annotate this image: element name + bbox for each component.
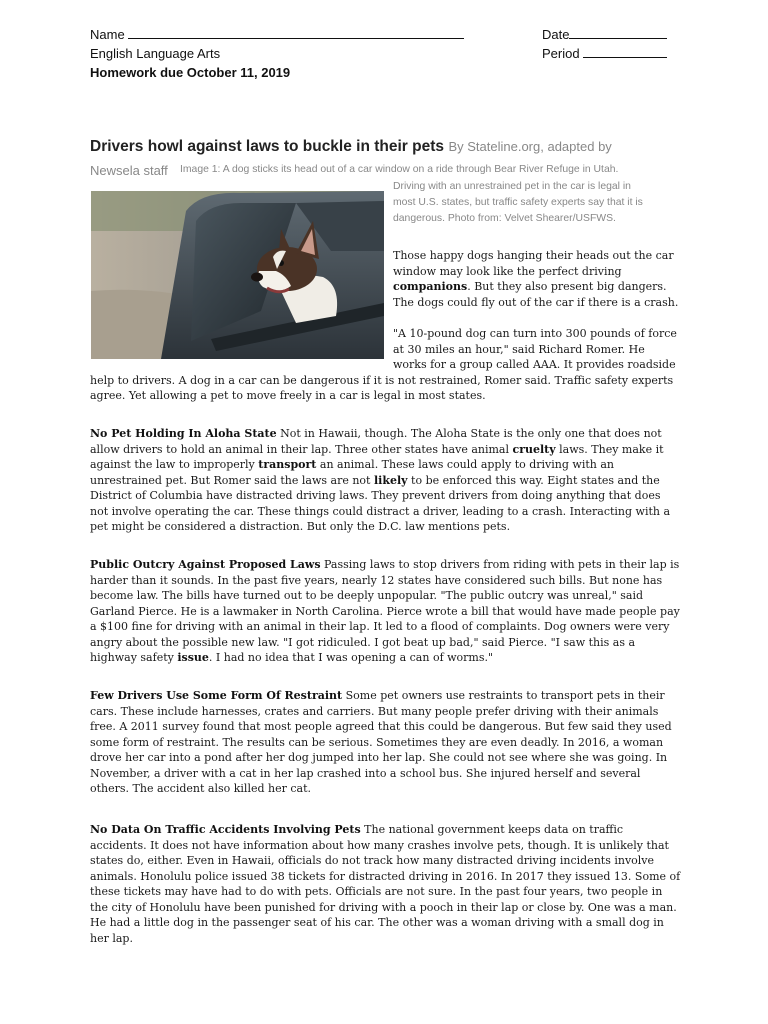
- name-blank: [128, 27, 464, 39]
- vocab-likely: likely: [373, 473, 408, 487]
- section-restraint: Few Drivers Use Some Form Of Restraint Some pet owners use restraints to transport pets in their cars. These include harnesses, crates and carriers. But many people prefer driving with their animals free. A 2011 survey found that most people agreed that this could be dangerous. But few said they used some form of restraint. The results can be serious. Sometimes they are even deadly. In 2016, a woman drove her car into a pond after her dog jumped into her lap. She could not see where she was going. In November, a driver with a cat in her lap crashed into a school bus. She injured herself and several others. The accident also killed her cat.: [90, 689, 672, 795]
- date-blank: [569, 27, 667, 39]
- intro-line-2: window may look like the perfect driving: [393, 264, 622, 278]
- subject-label: English Language Arts: [90, 46, 221, 61]
- paragraph-quote-bottom: [90, 373, 682, 404]
- section-aloha-state: No Pet Holding In Aloha State Not in Hawaii, though. The Aloha State is the only one that does not allow drivers to hold an animal in their lap. Three other states have animal cruelty laws. They make it against the law to improperly transport an animal. These laws could apply to driving with an unrestrained pet. But Romer said the laws are not likely to be enforced this way. Eight states and the District of Columbia have distracted driving laws. They prevent drivers from doing anything that does not involve operating the car. These things could distract a driver, leading to a crash. Interacting with a pet might be considered a distraction. But only the D.C. law mentions pets.: [90, 427, 671, 533]
- period-blank: [583, 46, 667, 58]
- quote-line-1: "A 10-pound dog can turn into 300 pounds of force: [393, 327, 677, 340]
- intro-line-4: The dogs could fly out of the car if there is a crash.: [393, 295, 679, 309]
- section-heading-data: No Data On Traffic Accidents Involving Pets: [90, 823, 361, 836]
- homework-due: Homework due October 11, 2019: [90, 65, 291, 80]
- period-label: Period: [542, 46, 580, 61]
- byline-part-1: By Stateline.org, adapted by: [448, 139, 612, 154]
- paragraph-intro: [393, 248, 683, 310]
- dog-in-car-photo: [91, 191, 384, 359]
- name-field: [90, 27, 464, 42]
- vocab-transport: transport: [258, 458, 317, 471]
- byline-part-2: Newsela staff: [90, 163, 168, 178]
- vocab-issue: issue: [177, 651, 209, 664]
- quote-line-2: at 30 miles an hour," said Richard Romer. He: [393, 342, 645, 356]
- quote-line-5: agree. Yet allowing a pet to move freely in a car is legal in most states.: [90, 389, 486, 402]
- section-heading-aloha: No Pet Holding In Aloha State: [90, 427, 277, 440]
- section-heading-outcry: Public Outcry Against Proposed Laws: [90, 558, 321, 571]
- intro-line-1: Those happy dogs hanging their heads out the car: [393, 249, 674, 262]
- section-public-outcry: Public Outcry Against Proposed Laws Passing laws to stop drivers from riding with pets in their lap is harder than it sounds. In the past five years, nearly 12 states have considered such bills. But none has become law. The bills have turned out to be deeply unpopular. "The public outcry was unreal," said Garland Pierce. He is a lawmaker in North Carolina. Pierce wrote a bill that would have made people pay a $100 fine for driving with an animal in their lap. It led to a flood of complaints. Dog owners were very angry about the possible new law. "I got ridiculed. I got beat up bad," said Pierce. "I saw this as a highway safety issue. I had no idea that I was opening a can of worms.": [90, 558, 680, 664]
- dog-photo-illustration: [91, 191, 384, 359]
- article-title-line: [90, 138, 690, 156]
- caption-line-3: most U.S. states, but traffic safety experts say that it is: [393, 197, 643, 208]
- section-traffic-data: No Data On Traffic Accidents Involving Pets The national government keeps data on traffic accidents. It does not have information about how many crashes involve pets, though. It is unlikely that states do, either. Even in Hawaii, officials do not track how many distracted driving incidents involve animals. Honolulu police issued 38 tickets for distracted driving in 2016. In 2017 they issued 13. Some of these tickets may have had to do with pets. Officials are not sure. In the past four years, two people in the city of Honolulu have been punished for driving with a pooch in their lap or close by. One was a man. He had a little dog in the passenger seat of his car. The other was a woman driving with a small dog in her lap.: [90, 823, 681, 945]
- quote-line-4: help to drivers. A dog in a car can be dangerous if it is not restrained, Romer said. Traffic safety experts: [90, 373, 674, 387]
- paragraph-quote-top: [393, 326, 683, 373]
- article-title: Drivers howl against laws to buckle in their pets: [90, 138, 445, 155]
- period-field: [542, 46, 667, 61]
- name-label: Name: [90, 27, 125, 42]
- date-field: [542, 27, 667, 42]
- caption-line-1: Image 1: A dog sticks its head out of a car window on a ride through Bear River Refuge in Utah.: [180, 164, 619, 175]
- section-heading-restraint: Few Drivers Use Some Form Of Restraint: [90, 689, 343, 702]
- vocab-companions: companions: [393, 280, 468, 293]
- date-label: Date: [542, 27, 570, 42]
- caption-line-4: dangerous. Photo from: Velvet Shearer/USFWS.: [393, 213, 616, 224]
- caption-line-2: Driving with an unrestrained pet in the car is legal in: [393, 181, 631, 192]
- quote-line-3: works for a group called AAA. It provides roadside: [393, 358, 676, 371]
- vocab-cruelty: cruelty: [512, 442, 556, 456]
- intro-line-3: companions. But they also present big dangers.: [393, 280, 667, 293]
